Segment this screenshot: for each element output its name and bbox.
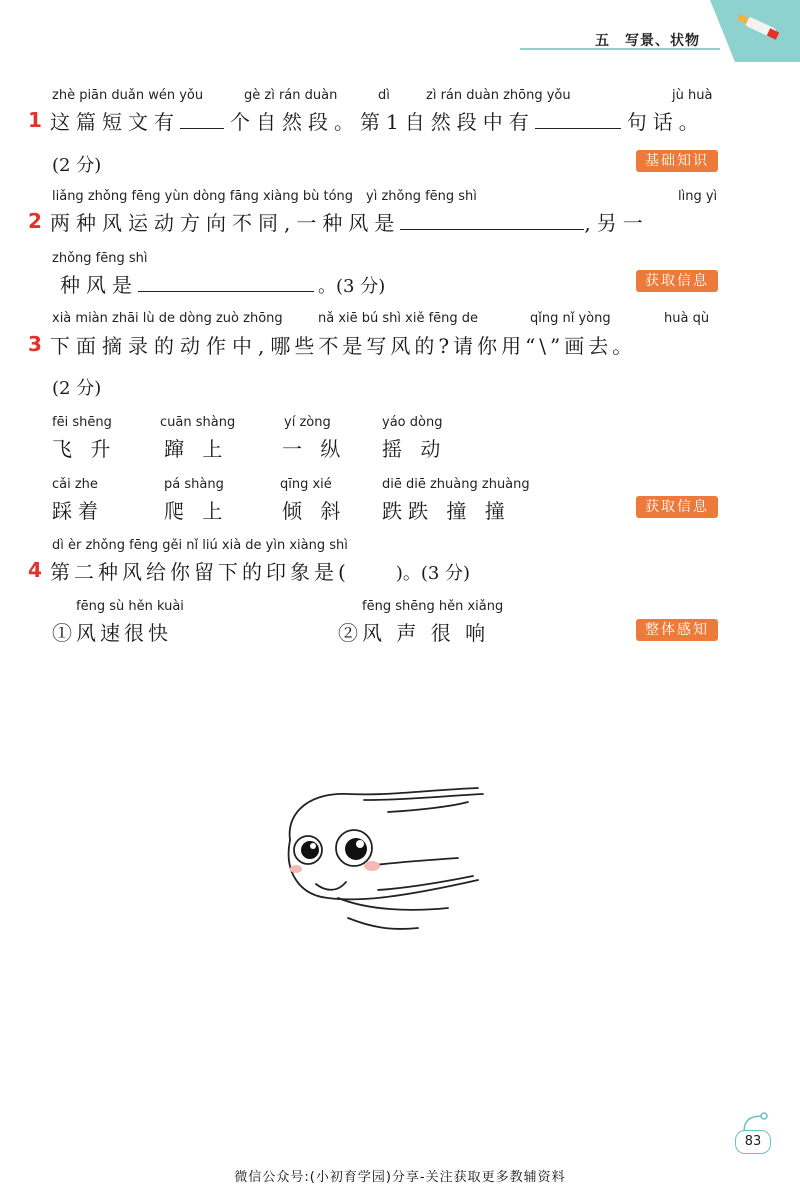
q2-sentence-cont [60,269,385,298]
left-cheek [290,865,302,873]
footer-note: 微信公众号:(小初育学园)分享-关注获取更多教辅资料 [234,1170,566,1185]
q2-text-a: 两种风运动方向不同, [50,211,297,235]
q3-text-a: 下面摘录的动作中, [50,334,271,358]
q1-pinyin-a: zhè piān duǎn wén yǒu [52,88,204,103]
q1-blank-paragraphs[interactable] [180,111,224,129]
q3-word-8-pinyin: diē diē zhuàng zhuàng [382,477,530,492]
q1-text-a: 这篇短文有 [50,110,180,134]
q3-number: 3 [28,332,42,356]
q4-option-1-pinyin: fēng sù hěn kuài [76,599,184,614]
q2-blank-second-wind[interactable] [138,274,314,292]
q2-number: 2 [28,209,42,233]
q3-sentence [50,330,636,359]
q3-word-5-pinyin: cǎi zhe [52,477,98,492]
q2-text-d: 种风是 [60,273,138,297]
q4-option-2[interactable]: ②风 声 很 响 [338,621,490,645]
q1-text-d: 句话。 [626,110,705,134]
q3-word-6-pinyin: pá shàng [164,477,224,492]
q1-pinyin-e: jù huà [672,88,713,103]
right-eye [336,830,372,866]
q2-pinyin-a: liǎng zhǒng fēng yùn dòng fāng xiàng bù tóng [52,189,354,204]
chapter-title: 五 写景、状物 [595,33,700,49]
header-decoration [690,0,800,62]
q3-word-4-pinyin: yáo dòng [382,415,443,430]
q4-text-b: )。(3 分) [395,563,471,584]
q3-score: (2 分) [52,378,102,399]
q2-skill-tag: 获取信息 [636,270,718,292]
q3-word-6[interactable]: 爬 上 [164,499,229,523]
right-cheek [364,861,380,871]
q3-word-1[interactable]: 飞 升 [52,437,117,461]
q3-word-3[interactable]: 一 纵 [282,437,347,461]
q1-pinyin-c: dì [378,88,390,103]
q1-sentence [50,106,705,135]
q2-text-e: 。(3 分) [318,276,386,297]
q3-pinyin-c: qǐng nǐ yòng [530,311,611,326]
q2-pinyin-b: yì zhǒng fēng shì [366,189,477,204]
q2-text-c: ,另一 [584,211,649,235]
q3-word-3-pinyin: yí zòng [284,415,331,430]
q4-skill-tag: 整体感知 [636,619,718,641]
q1-number: 1 [28,108,42,132]
q1-skill-tag: 基础知识 [636,150,718,172]
q3-word-2-pinyin: cuān shàng [160,415,236,430]
q3-word-4[interactable]: 摇 动 [382,437,447,461]
q4-option-1[interactable]: ①风速很快 [52,621,172,645]
q4-number: 4 [28,558,42,582]
q4-text-a: 第二种风给你留下的印象是( [50,560,350,584]
q3-skill-tag: 获取信息 [636,496,718,518]
q3-pinyin-b: nǎ xiē bú shì xiě fēng de [318,311,479,326]
q1-score: (2 分) [52,155,102,176]
q2-blank-first-wind[interactable] [400,212,584,230]
q3-pinyin-d: huà qù [664,311,710,326]
q4-pinyin: dì èr zhǒng fēng gěi nǐ liú xià de yìn xiàng shì [52,538,348,553]
q1-text-b: 个自然段。第 [230,110,386,134]
q1-text-c: 自然段中有 [404,110,535,134]
page-number: 83 [735,1130,771,1154]
q1-pinyin-b: gè zì rán duàn [244,88,338,103]
q3-word-8[interactable]: 跌跌 撞 撞 [382,499,511,523]
q3-word-7[interactable]: 倾 斜 [282,499,347,523]
q3-pinyin-a: xià miàn zhāi lù de dòng zuò zhōng [52,311,283,326]
q3-word-5[interactable]: 踩着 [52,499,104,523]
q3-text-b: 哪些不是写风的?请你用“\”画去。 [270,334,637,358]
q3-word-2[interactable]: 蹿 上 [164,437,229,461]
q3-word-7-pinyin: qīng xié [280,477,332,492]
wind-character-illustration [268,770,488,940]
q4-option-2-pinyin: fēng shēng hěn xiǎng [362,599,504,614]
left-eye [294,836,322,864]
page-number-decoration [740,1110,770,1132]
q4-sentence [50,556,470,585]
q2-text-b: 一种风是 [296,211,401,235]
q2-pinyin-c: lìng yì [678,189,718,204]
q1-blank-sentences[interactable] [535,111,621,129]
q1-pinyin-d: zì rán duàn zhōng yǒu [426,88,571,103]
q1-text-num: 1 [386,110,405,134]
q3-word-1-pinyin: fēi shēng [52,415,112,430]
q2-sentence [50,207,649,236]
q2-pinyin-d: zhǒng fēng shì [52,251,148,266]
